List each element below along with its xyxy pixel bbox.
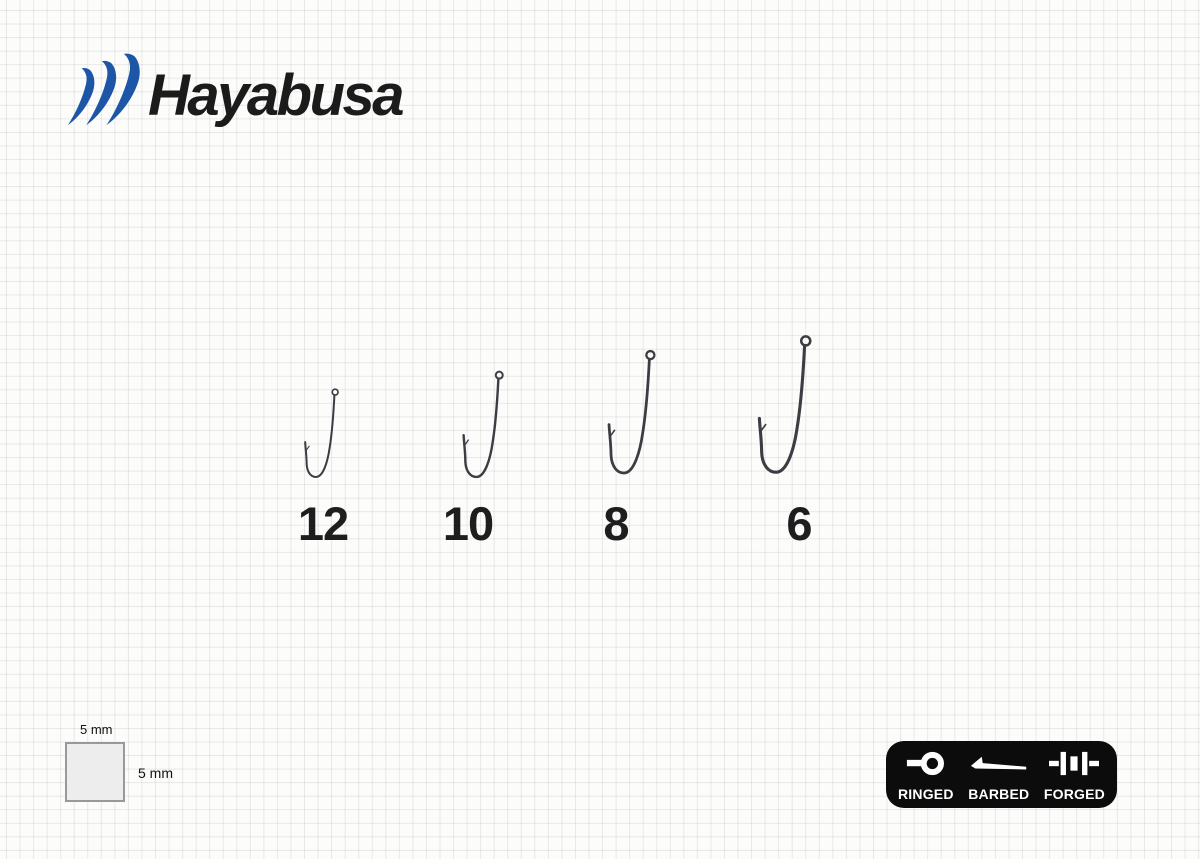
ring-eye-icon xyxy=(906,750,946,777)
features-badge xyxy=(886,741,1117,808)
feature-barbed xyxy=(968,750,1029,801)
brand-wordmark: Hayabusa xyxy=(148,62,403,128)
feature-label: FORGED xyxy=(1043,786,1105,802)
scale-height-label: 5 mm xyxy=(138,765,173,781)
hook-size-label: 6 xyxy=(786,497,812,550)
feature-forged xyxy=(1044,750,1105,801)
scale-width-label: 5 mm xyxy=(80,722,113,737)
hook-size-label: 8 xyxy=(603,497,629,550)
feature-ringed xyxy=(898,750,954,801)
fishing-hook-icon xyxy=(461,369,511,483)
fishing-hook-icon xyxy=(606,348,664,480)
hook-size-label: 12 xyxy=(297,497,349,550)
scale-square xyxy=(65,742,125,802)
hook-size-label: 10 xyxy=(442,497,494,550)
barb-icon xyxy=(970,750,1028,777)
feature-label: RINGED xyxy=(898,786,954,802)
feature-label: BARBED xyxy=(968,786,1030,802)
forged-icon xyxy=(1049,750,1099,777)
fishing-hook-icon xyxy=(303,387,345,482)
fishing-hook-icon xyxy=(756,333,821,480)
hayabusa-logo-mark xyxy=(64,53,160,126)
